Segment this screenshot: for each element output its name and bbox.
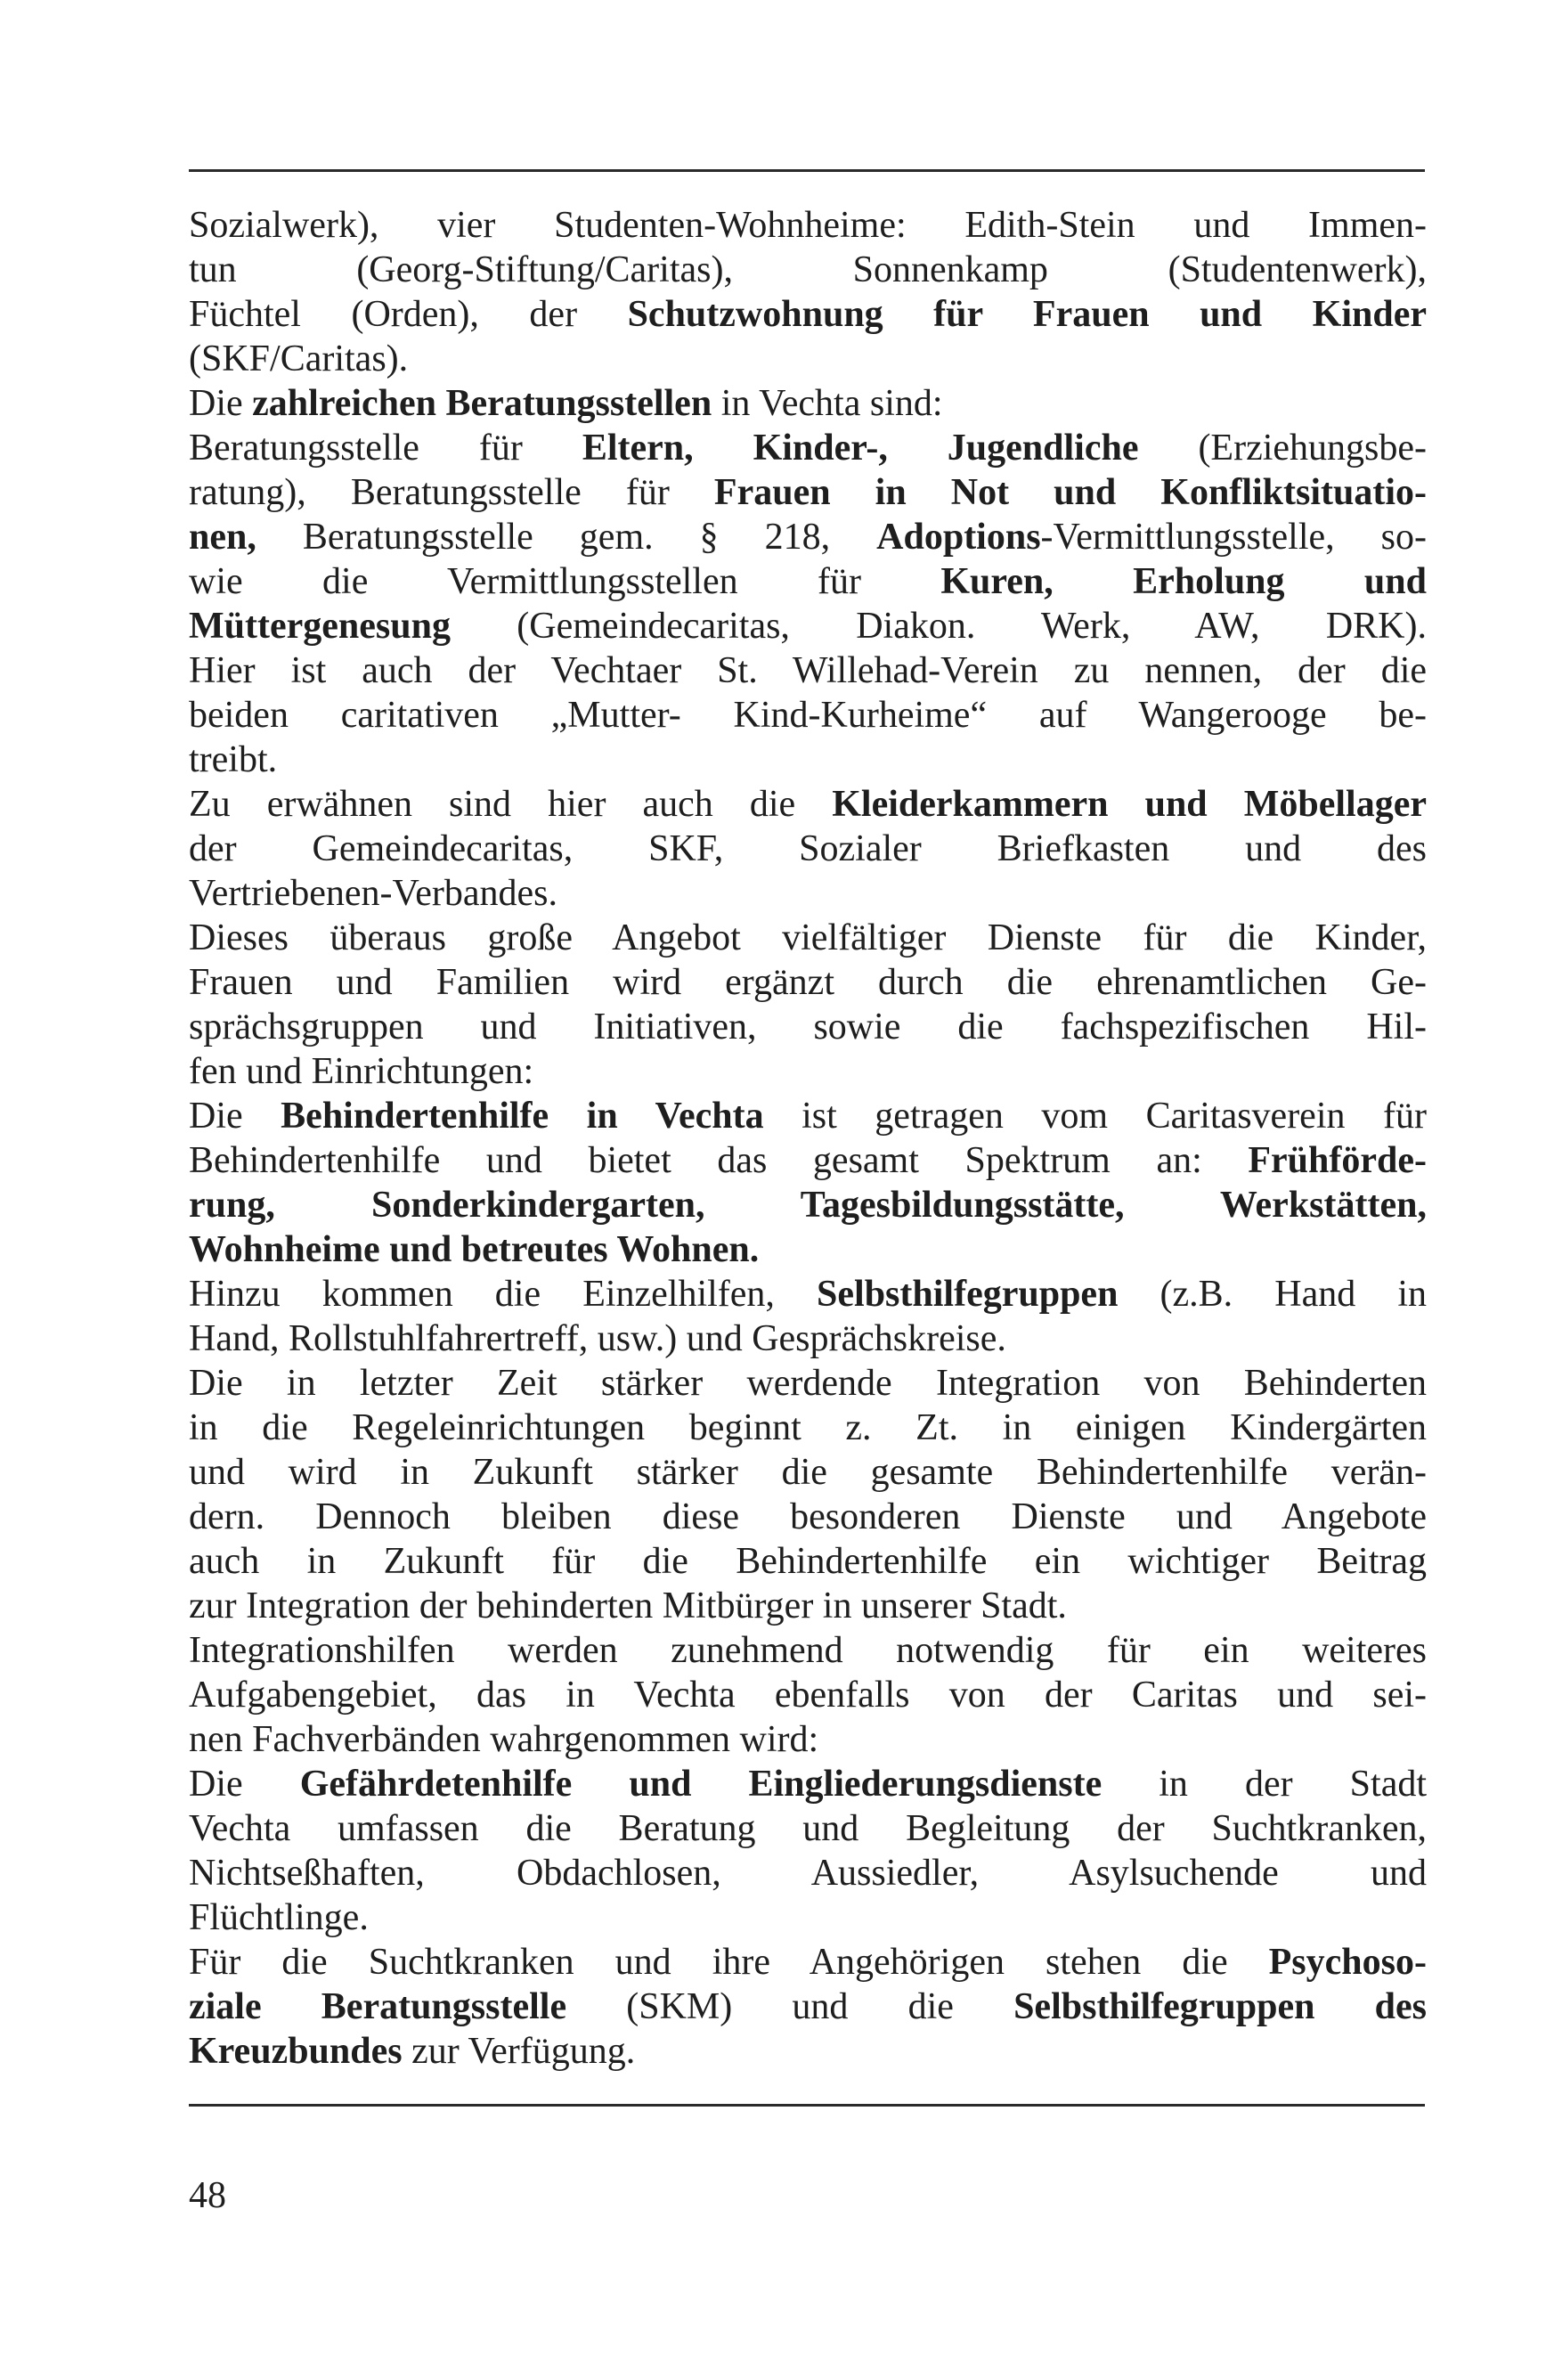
text-segment: tun (Georg-Stiftung/Caritas), Sonnenkamp (Studentenwerk),	[189, 249, 1427, 290]
bold-text-segment: Gefährdetenhilfe und Eingliederungsdienste	[299, 1764, 1103, 1805]
text-segment: Die	[189, 1764, 300, 1805]
text-line	[189, 1049, 1427, 1094]
text-segment: (Gemeindecaritas, Diakon. Werk, AW, DRK).	[450, 606, 1427, 647]
text-segment: Beratungsstelle gem. § 218,	[256, 517, 877, 558]
text-segment: in die Regeleinrichtungen beginnt z. Zt. in einigen Kindergärten	[189, 1407, 1427, 1448]
text-segment: -Vermittlungsstelle, so-	[1040, 517, 1427, 558]
text-line	[189, 292, 1427, 337]
text-segment: zur Integration der behinderten Mitbürger in unserer Stadt.	[189, 1585, 1067, 1626]
body-text	[189, 203, 1427, 2074]
text-segment: ist getragen vom Caritasverein für	[763, 1096, 1427, 1137]
text-line	[189, 604, 1427, 648]
bold-text-segment: Selbsthilfegruppen des	[1013, 1986, 1427, 2027]
text-segment: Frauen und Familien wird ergänzt durch die ehrenamtlichen Ge-	[189, 962, 1427, 1003]
bold-text-segment: Selbsthilfegruppen	[817, 1274, 1119, 1315]
text-segment: treibt.	[189, 739, 278, 780]
text-segment: Zu erwähnen sind hier auch die	[189, 784, 833, 825]
text-segment: Hand, Rollstuhlfahrertreff, usw.) und Gesprächskreise.	[189, 1318, 1006, 1359]
text-line	[189, 381, 1427, 426]
text-line	[189, 1584, 1427, 1628]
bold-text-segment: ziale Beratungsstelle	[189, 1986, 567, 2027]
text-line	[189, 782, 1427, 827]
page-number: 48	[189, 2175, 226, 2216]
top-rule	[189, 169, 1425, 172]
text-line	[189, 1094, 1427, 1138]
bold-text-segment: Müttergenesung	[189, 606, 451, 647]
text-segment: Aufgabengebiet, das in Vechta ebenfalls von der Caritas und sei-	[189, 1675, 1427, 1716]
bold-text-segment: nen,	[189, 517, 256, 558]
text-segment: der Gemeindecaritas, SKF, Sozialer Briefkasten und des	[189, 828, 1427, 869]
text-segment: Beratungsstelle für	[189, 428, 582, 469]
text-line	[189, 559, 1427, 604]
bold-text-segment: zahlreichen Beratungsstellen	[252, 383, 712, 424]
text-segment: Die in letzter Zeit stärker werdende Integration von Behinderten	[189, 1363, 1427, 1404]
bottom-rule	[189, 2104, 1425, 2107]
bold-text-segment: Behindertenhilfe in Vechta	[281, 1096, 764, 1137]
text-line	[189, 515, 1427, 559]
text-segment: wie die Vermittlungsstellen für	[189, 561, 941, 602]
text-line	[189, 426, 1427, 470]
text-line	[189, 827, 1427, 871]
bold-text-segment: Kleiderkammern und Möbellager	[832, 784, 1427, 825]
text-segment: (SKF/Caritas).	[189, 338, 409, 379]
text-segment: nen Fachverbänden wahrgenommen wird:	[189, 1719, 819, 1760]
text-line	[189, 1450, 1427, 1495]
text-segment: in Vechta sind:	[712, 383, 943, 424]
text-line	[189, 1673, 1427, 1717]
text-segment: Integrationshilfen werden zunehmend notwendig für ein weiteres	[189, 1630, 1427, 1671]
bold-text-segment: Kuren, Erholung und	[940, 561, 1427, 602]
text-line	[189, 916, 1427, 960]
text-line	[189, 2029, 1427, 2074]
text-line	[189, 1539, 1427, 1584]
text-line	[189, 1272, 1427, 1316]
bold-text-segment: Eltern, Kinder-, Jugendliche	[582, 428, 1139, 469]
text-line	[189, 1985, 1427, 2029]
bold-text-segment: Adoptions	[876, 517, 1041, 558]
text-segment: (Erziehungsbe-	[1138, 428, 1427, 469]
text-segment: sprächsgruppen und Initiativen, sowie die fachspezifischen Hil-	[189, 1007, 1427, 1047]
text-segment: Nichtseßhaften, Obdachlosen, Aussiedler, Asylsuchende und	[189, 1853, 1427, 1894]
text-line	[189, 960, 1427, 1005]
text-line	[189, 1851, 1427, 1895]
text-segment: Für die Suchtkranken und ihre Angehörigen stehen die	[189, 1942, 1269, 1983]
bold-text-segment: Frauen in Not und Konfliktsituatio-	[713, 472, 1427, 513]
text-segment: dern. Dennoch bleiben diese besonderen Dienste und Angebote	[189, 1496, 1427, 1537]
text-segment: ratung), Beratungsstelle für	[189, 472, 714, 513]
text-line	[189, 738, 1427, 782]
text-segment: beiden caritativen „Mutter- Kind-Kurheime“ auf Wangerooge be-	[189, 695, 1427, 736]
text-line	[189, 1495, 1427, 1539]
text-segment: (SKM) und die	[566, 1986, 1014, 2027]
text-line	[189, 1717, 1427, 1762]
text-segment: Flüchtlinge.	[189, 1897, 369, 1938]
text-segment: Füchtel (Orden), der	[189, 294, 628, 335]
text-line	[189, 203, 1427, 248]
text-line	[189, 1806, 1427, 1851]
text-segment: und wird in Zukunft stärker die gesamte Behindertenhilfe verän-	[189, 1452, 1427, 1493]
text-line	[189, 1183, 1427, 1227]
bold-text-segment: Frühförde-	[1248, 1140, 1427, 1181]
text-segment: Die	[189, 1096, 281, 1137]
bold-text-segment: Wohnheime und betreutes Wohnen.	[189, 1229, 760, 1270]
text-line	[189, 337, 1427, 381]
text-segment: Dieses überaus große Angebot vielfältiger Dienste für die Kinder,	[189, 917, 1427, 958]
bold-text-segment: Kreuzbundes	[189, 2031, 403, 2072]
text-line	[189, 1361, 1427, 1406]
text-line	[189, 1628, 1427, 1673]
text-line	[189, 1316, 1427, 1361]
text-line	[189, 1406, 1427, 1450]
text-line	[189, 648, 1427, 693]
text-segment: (z.B. Hand in	[1118, 1274, 1427, 1315]
text-segment: in der Stadt	[1102, 1764, 1427, 1805]
text-line	[189, 1762, 1427, 1806]
text-line	[189, 1227, 1427, 1272]
bold-text-segment: Psychoso-	[1268, 1942, 1427, 1983]
text-segment: Hier ist auch der Vechtaer St. Willehad-Verein zu nennen, der die	[189, 650, 1427, 691]
text-line	[189, 693, 1427, 738]
text-line	[189, 1895, 1427, 1940]
text-segment: Hinzu kommen die Einzelhilfen,	[189, 1274, 818, 1315]
text-line	[189, 1005, 1427, 1049]
bold-text-segment: rung, Sonderkindergarten, Tagesbildungsstätte, Werkstätten,	[189, 1185, 1427, 1226]
text-line	[189, 470, 1427, 515]
bold-text-segment: Schutzwohnung für Frauen und Kinder	[627, 294, 1427, 335]
text-segment: Sozialwerk), vier Studenten-Wohnheime: Edith-Stein und Immen-	[189, 205, 1427, 246]
text-segment: auch in Zukunft für die Behindertenhilfe ein wichtiger Beitrag	[189, 1541, 1427, 1582]
text-segment: Vertriebenen-Verbandes.	[189, 873, 557, 914]
text-line	[189, 1940, 1427, 1985]
text-line	[189, 1138, 1427, 1183]
text-segment: Die	[189, 383, 253, 424]
text-line	[189, 248, 1427, 292]
text-line	[189, 871, 1427, 916]
text-segment: fen und Einrichtungen:	[189, 1051, 534, 1092]
text-segment: Behindertenhilfe und bietet das gesamt Spektrum an:	[189, 1140, 1249, 1181]
text-segment: zur Verfügung.	[402, 2031, 636, 2072]
text-segment: Vechta umfassen die Beratung und Begleitung der Suchtkranken,	[189, 1808, 1427, 1849]
